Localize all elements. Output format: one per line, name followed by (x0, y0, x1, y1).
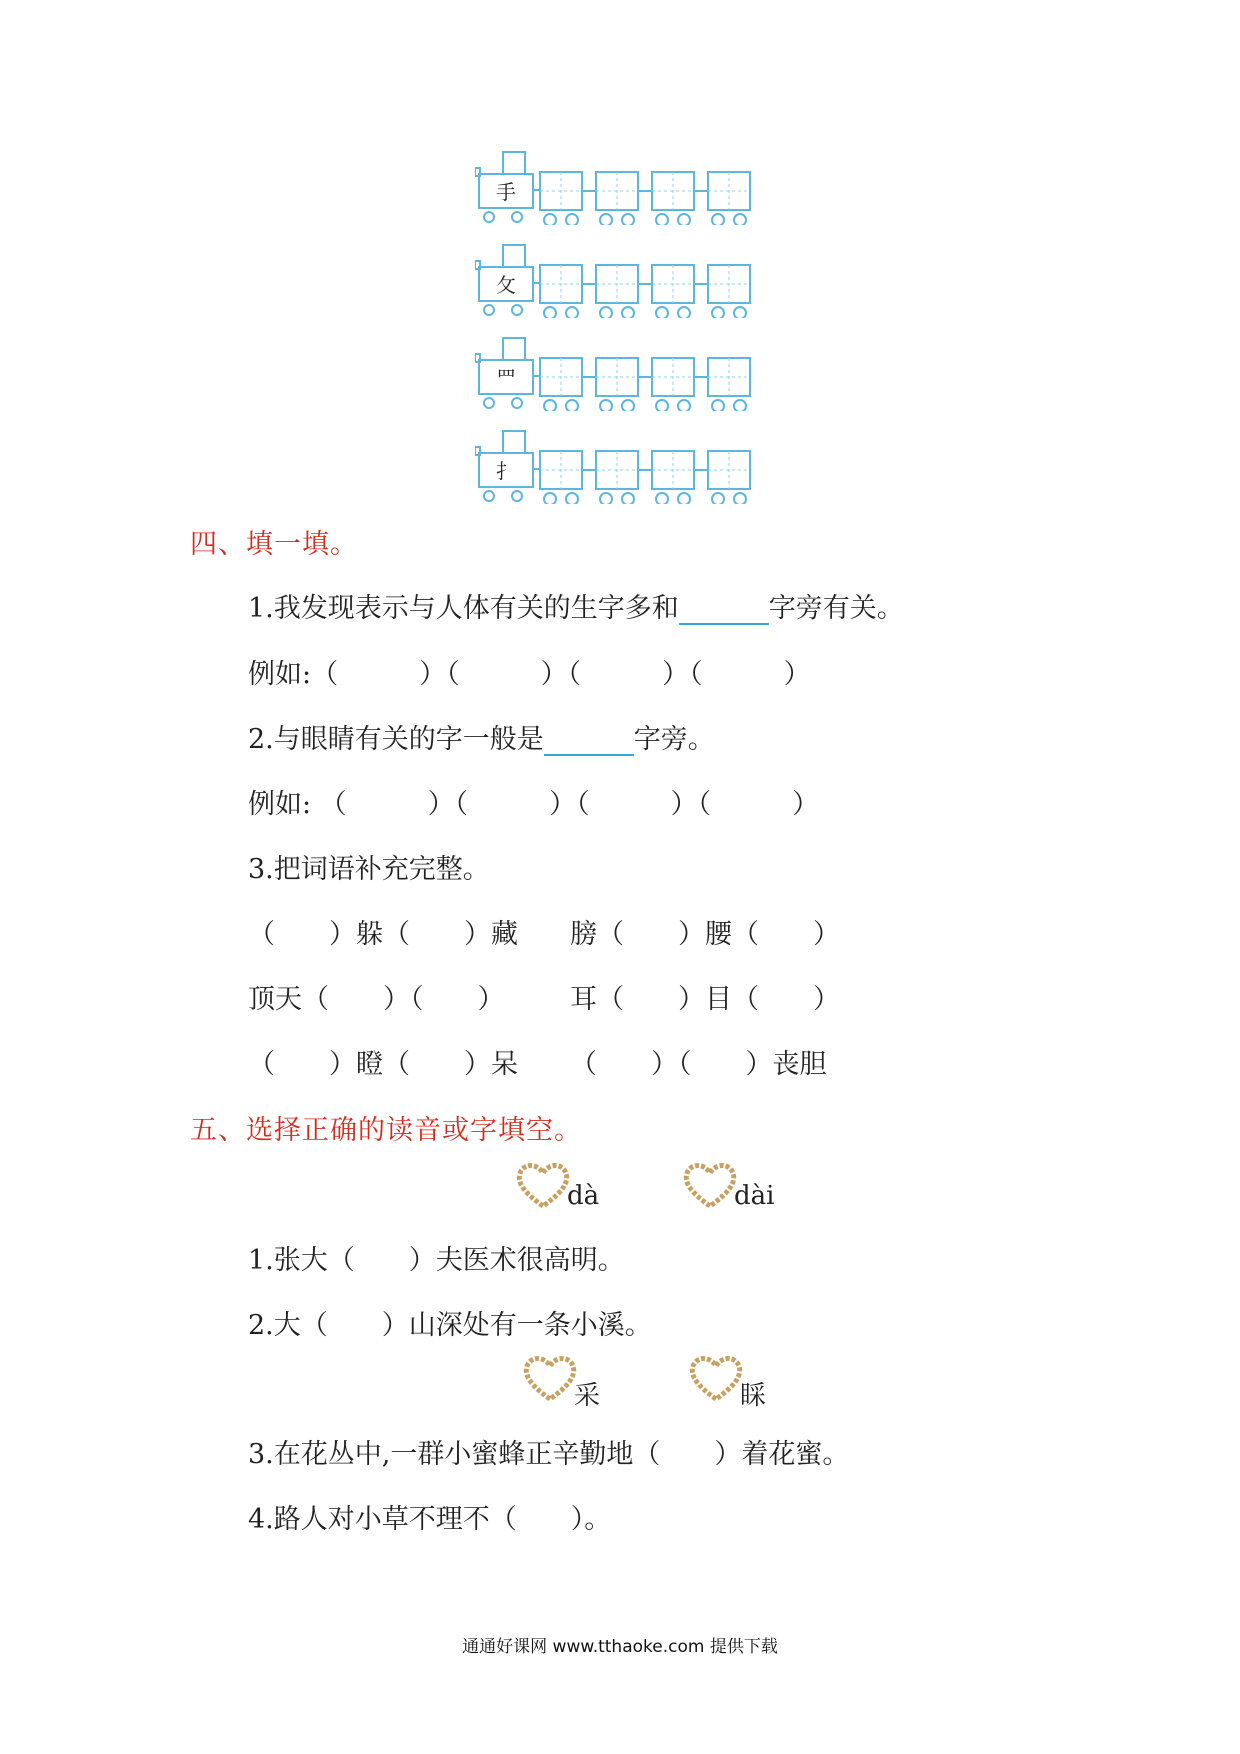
train-2 (475, 243, 765, 313)
example-4-1: 例如:（ ）（ ）（ ）（ ） (248, 659, 811, 690)
train-radical: 扌 (496, 459, 516, 483)
heart-icon (522, 1355, 578, 1407)
question-4-2 (248, 717, 715, 756)
section-4-title: 四、填一填。 (190, 529, 358, 560)
q4-1-text-end: 字旁有关。 (768, 593, 904, 624)
question-5-3: 3.在花丛中,一群小蜜蜂正辛勤地（ ）着花蜜。 (248, 1439, 850, 1470)
q4-2-text: 2.与眼睛有关的字一般是 (248, 724, 544, 755)
question-5-2: 2.大（ ）山深处有一条小溪。 (248, 1310, 652, 1341)
train-radical: 攵 (496, 273, 516, 297)
answer-blank[interactable] (679, 593, 769, 625)
option-label: dà (567, 1181, 600, 1211)
option-label: 采 (574, 1381, 601, 1411)
word-fill-right: 膀（ ）腰（ ） (570, 919, 840, 950)
word-fill-right: 耳（ ）目（ ） (570, 984, 840, 1015)
heart-icon (515, 1162, 571, 1214)
question-4-3: 3.把词语补充完整。 (248, 854, 490, 885)
train-radical: 罒 (496, 366, 516, 390)
train-radical: 手 (496, 180, 516, 204)
heart-icon (688, 1355, 744, 1407)
heart-icon (682, 1162, 738, 1214)
option-label: 睬 (740, 1381, 767, 1411)
section-5-title: 五、选择正确的读音或字填空。 (190, 1115, 582, 1146)
example-4-2: 例如: （ ）（ ）（ ）（ ） (248, 789, 820, 820)
question-5-4: 4.路人对小草不理不（ ）。 (248, 1504, 612, 1535)
word-fill-left: 顶天（ ）（ ） (248, 984, 505, 1015)
train-1 (475, 150, 765, 220)
q4-2-text-end: 字旁。 (633, 724, 715, 755)
question-4-1 (248, 586, 904, 625)
word-fill-left: （ ）瞪（ ）呆 (248, 1049, 518, 1080)
word-fill-left: （ ）躲（ ）藏 (248, 919, 518, 950)
q4-1-text: 1.我发现表示与人体有关的生字多和 (248, 593, 679, 624)
answer-blank[interactable] (544, 724, 634, 756)
word-fill-right: （ ）（ ）丧胆 (570, 1049, 827, 1080)
option-label: dài (734, 1181, 775, 1211)
train-4 (475, 429, 765, 499)
train-3 (475, 336, 765, 406)
question-5-1: 1.张大（ ）夫医术很高明。 (248, 1245, 625, 1276)
footer-credit: 通通好课网 www.tthaoke.com 提供下载 (462, 1637, 778, 1657)
